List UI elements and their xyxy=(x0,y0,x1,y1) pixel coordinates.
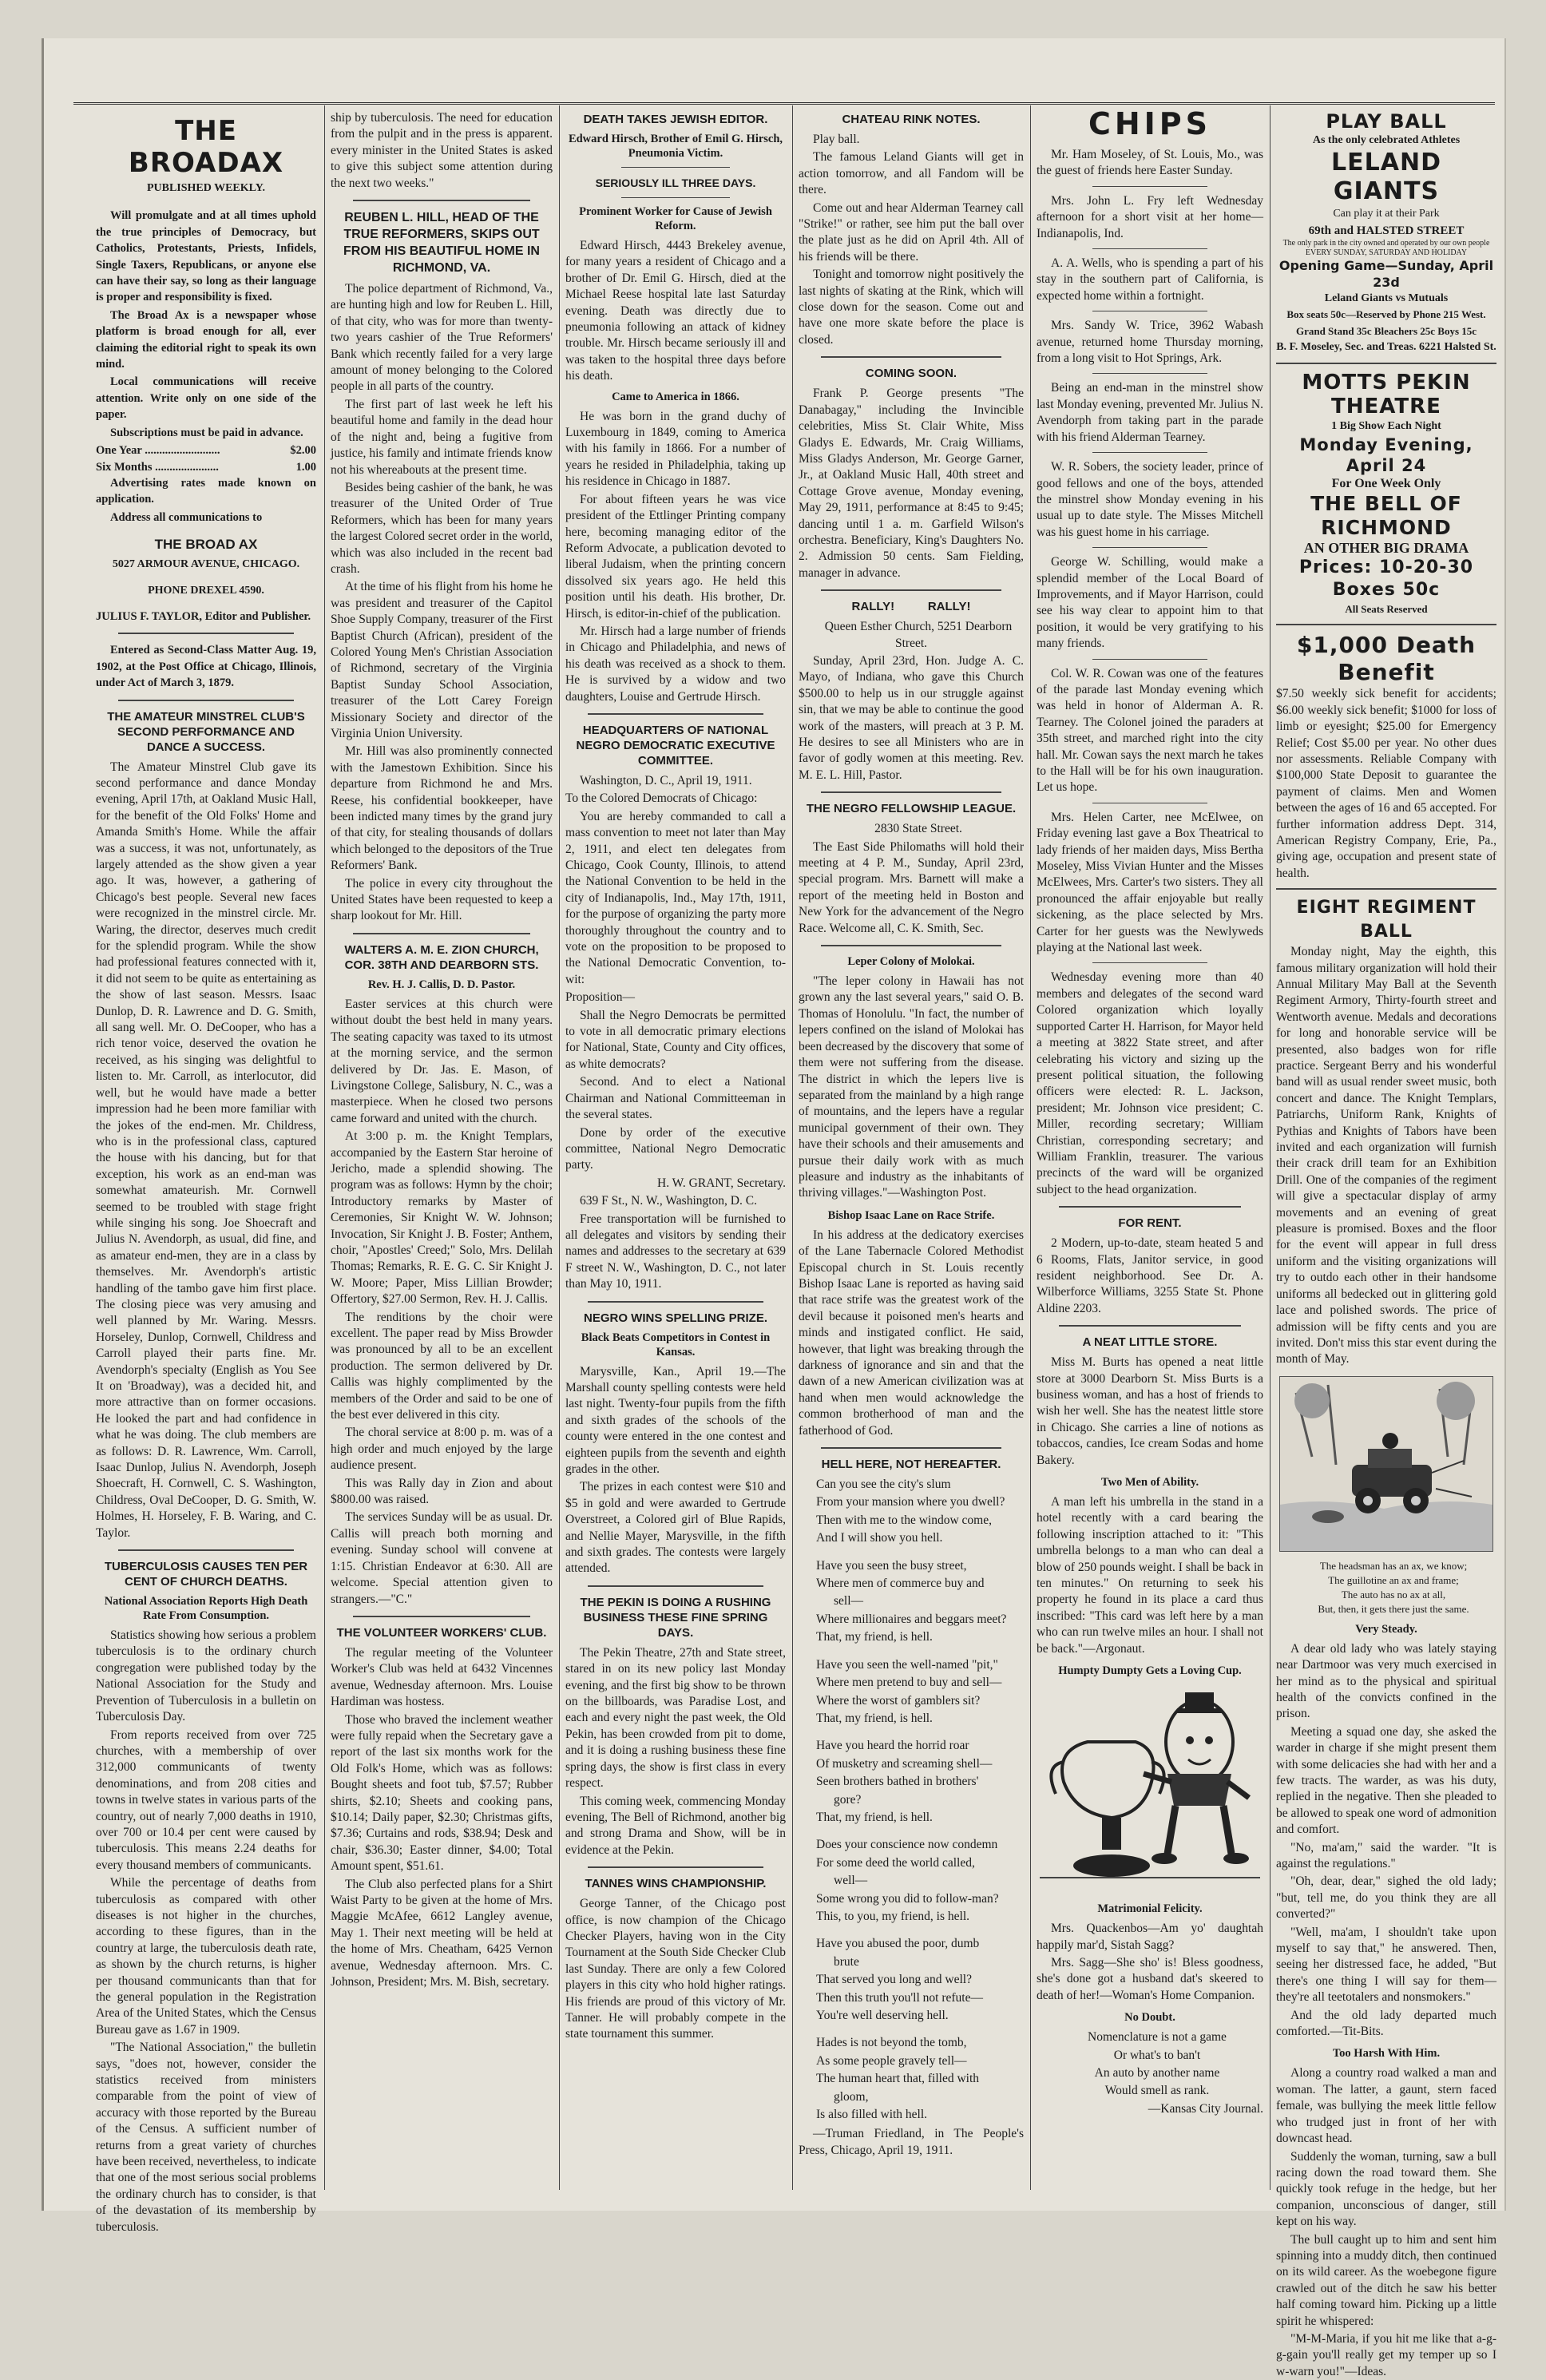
divider xyxy=(353,933,530,934)
article-text: The police department of Richmond, Va., are hunting high and low for Reuben L. Hill, of that city, who was for more than twenty-two years cashier of the True Reformers' Bank which recently failed for a very large amount of money belonging to the Colored people in all parts of the country. xyxy=(331,282,553,394)
article-text: Mrs. Helen Carter, nee McElwee, on Friday evening last gave a Box Theatrical to lady friends of her maiden days, Miss Bertha Moseley, Miss Vivian Hunter and the Misses McElwees, Mrs. Carter's two sisters. They all pronounced the affair enjoyable but really sickening, as the place selected by Mrs. Carter for her guests was the Newlyweds playing at the National last week. xyxy=(1037,810,1263,955)
poem-line: That served you long and well? xyxy=(816,1973,972,1987)
ad-death-benefit: $1,000 Death Benefit xyxy=(1296,632,1477,686)
article-text: Done by order of the executive committee, National Negro Democratic party. xyxy=(565,1125,786,1172)
subheadline: Leper Colony of Molokai. xyxy=(847,955,975,969)
article-text: Those who braved the inclement weather were fully repaid when the Secretary gave a report of the last six months work for the Old Folk's Home, which was as follows: Bought sheets and foot tub, $7.57; Rubber shirts, $2.10; Sheets and cooking pans, $10.14; Daily paper, $2.30; Christmas gifts, $7.36; Curtains and rods, $38.94; Desk and chair, $36.30; Easter dinner, $4.00; Total Amount spent, $51.61. xyxy=(331,1712,553,1874)
verse-line: Or what's to ban't xyxy=(1113,2048,1201,2062)
article-text: ship by tuberculosis. The need for education from the pulpit and in the press is apparent. every minister in the United States is asked to give this subject some attention during the next two weeks." xyxy=(331,111,553,190)
column-rule xyxy=(792,105,793,2190)
article-text: George Tanner, of the Chicago post office, is now champion of the Chicago Checker Players, having won in the City Tournament at the South Side Checker Club last Sunday. There are only a few Colored players in this city who hold higher ratings. His friends are proud of this victory of Mr. Tanner. He will probably compete in the state tournament this summer. xyxy=(565,1897,786,2041)
poem-line: This, to you, my friend, is hell. xyxy=(816,1909,970,1923)
article-text: Queen Esther Church, 5251 Dearborn Street. xyxy=(824,620,1013,650)
article-text: The renditions by the choir were excellent. The paper read by Miss Browder was pronounced by all to be an excellent production. The sermon delivered by Dr. Callis was highly complimented by the members of the Order and said to be one of the best ever delivered in this city. xyxy=(331,1310,553,1422)
price-row: Six Months ...................... 1.00 xyxy=(96,460,316,474)
headline-league: THE NEGRO FELLOWSHIP LEAGUE. xyxy=(806,802,1017,816)
divider xyxy=(588,1585,763,1587)
headline-hirsch: DEATH TAKES JEWISH EDITOR. xyxy=(583,113,768,126)
cartoon-caption: The headsman has an ax, we know; xyxy=(1319,1559,1468,1572)
headline-for-rent: FOR RENT. xyxy=(1118,1216,1182,1231)
article-text: Being an end-man in the minstrel show last Monday evening, prevented Mr. Julius N. Avendorph from taking part in the parade with his friend Alderman Tearney. xyxy=(1037,381,1263,444)
article-text: The choral service at 8:00 p. m. was of a high order and much enjoyed by the large audience present. xyxy=(331,1426,553,1473)
ad-text: Can play it at their Park xyxy=(1333,208,1440,220)
article-text: From reports received from over 725 churches, with a membership of over 312,000 communicants of twenty denominations, and from 208 cities and towns in twelve states in various parts of the country, out of nearly 7,000 deaths in 1910, over 700 or 10.4 per cent were caused by tuberculosis. This means 2.24 deaths for every thousand members of communicants. xyxy=(96,1727,316,1872)
divider xyxy=(118,700,294,701)
cartoon-caption: The auto has no ax at all, xyxy=(1341,1588,1446,1601)
article-text: Mrs. Sagg—She sho' is! Bless goodness, she's done got a husband dat's skeered to death of her!—Woman's Home Companion. xyxy=(1037,1955,1263,2002)
divider xyxy=(1092,547,1207,548)
article-text: The regular meeting of the Volunteer Worker's Club was held at 6432 Vincennes avenue, Wednesday afternoon. Mrs. Louise Hardiman was hostess. xyxy=(331,1645,553,1709)
article-text: "M-M-Maria, if you hit me like that a-g-g-gain you'll really get my temper up so I w-warn you!"—Ideas. xyxy=(1276,2331,1496,2378)
poem-line: That, my friend, is hell. xyxy=(816,1711,933,1725)
poem-line: Does your conscience now condemn xyxy=(816,1838,998,1852)
column-rule xyxy=(559,105,560,2190)
ad-text: For One Week Only xyxy=(1331,477,1441,491)
article-text: You are hereby commanded to call a mass convention to meet not later than May 2, 1911, and elect ten delegates from Chicago, Cook County, Illinois, to attend the National Convention to be held in the city of Indianapolis, Ind., May 17th, 1911, for the purpose of organizing the party more thoroughly throughout the country and to vote on the proposition to be proposed to the National Democratic Convention, to-wit: xyxy=(565,809,786,986)
masthead: THE BROADAX xyxy=(128,115,284,179)
headline-headquarters: HEADQUARTERS OF NATIONAL NEGRO DEMOCRATIC EXECUTIVE COMMITTEE. xyxy=(576,723,775,768)
poem xyxy=(799,1477,1024,2123)
ad-text: Box seats 50c—Reserved by Phone 215 West. xyxy=(1286,308,1486,321)
article-text: A man left his umbrella in the stand in a hotel recently with a card bearing the following inscription attached to it: "This umbrella belongs to a man who can deal a blow of 250 pounds weight. I shall be back in ten minutes." On returning to seek his property he found in its place a card thus inscribed: "This card was left here by a man who can run twelve miles an hour. I shall not be back."—Argonaut. xyxy=(1037,1495,1263,1656)
poem-line: That, my friend, is hell. xyxy=(816,1810,933,1824)
poem-line: brute xyxy=(834,1954,859,1969)
article-text: Meeting a squad one day, she asked the warder in charge if she might present them with some delicacies she had with her and a few tracts. The warder, as was his duty, replied in the negative. Then she pleaded to be allowed to speak one word of admonition and comfort. xyxy=(1276,1724,1496,1837)
article-text: "No, ma'am," said the warder. "It is against the regulations." xyxy=(1276,1840,1496,1870)
article-text: Proposition— xyxy=(565,990,635,1005)
article-text: 2 Modern, up-to-date, steam heated 5 and 6 Rooms, Flats, Janitor service, in good resident neighborhood. See Dr. A. Wilberforce Williams, 3255 State St. Phone Aldine 2203. xyxy=(1037,1236,1263,1315)
editor-line: JULIUS F. TAYLOR, Editor and Publisher. xyxy=(96,609,311,623)
article-text: Statistics showing how serious a problem tuberculosis is to the ordinary church congregation were published today by the National Association for the Study and Prevention of Tuberculosis in a bulletin on Tuberculosis Day. xyxy=(96,1628,316,1724)
ad-text: 69th and HALSTED STREET xyxy=(1308,224,1465,237)
cartoon-caption: The guillotine an ax and frame; xyxy=(1328,1573,1459,1586)
article-text: In his address at the dedicatory exercises of the Lane Tabernacle Colored Methodist Episcopal church in St. Louis recently Bishop Isaac Lane is reported as having said that race strife was the greatest work of the devil because it poisoned men's hearts and minds and instigated conflict. He said, however, that light was breaking through the darkness of ignorance and sin and that the dawn of a new American civilization was at hand when men would acknowledge the common brotherhood of man and the fatherhood of God. xyxy=(799,1228,1024,1438)
article-text: "The leper colony in Hawaii has not grown any the last several years," said O. B. Thomas of Honolulu. "In fact, the number of lepers confined on the island of Molokai has been decreased by the discovery that some of them were not suffering from the disease. The district in which the lepers live is separated from the mainland by a high range of mountains, and the lepers have a regular municipal government of their own. They have their schools and their amusements and pursue their daily work with as much pleasure and industry as the inhabitants of thriving villages."—Washington Post. xyxy=(799,974,1024,1200)
article-text: Second. And to elect a National Chairman and National Committeeman in the several states. xyxy=(565,1075,786,1122)
subheadline: Rev. H. J. Callis, D. D. Pastor. xyxy=(367,978,516,991)
article-text: The Amateur Minstrel Club gave its second performance and dance Monday evening, April 17th, at Oakland Music Hall, for the benefit of the Old Folks' Home and Amanda Smith's Home. While the affair was a success, it was not, unfortunately, as largely attended as the show given a year ago. It was, however, a gathering of Chicago's best people. Several new faces were recognized in the minstrel circle. Mr. Waring, the director, deserves much credit for the splendid program. While the show had professional features connected with it, it did not seem to be quite as entertaining as the show of last season. Messrs. Isaac Dunlop, D. R. Lawrence and D. G. Smith, all sang well. Mr. O. DeCooper, who has a rich tenor voice, deserved the ovation he received, as his singing was delightful to listen to. Mr. Carroll, as interlocutor, did well, but he would have made a better impression had he been more familiar with the jokes of the end-men. Mr. Childress, who is in the professional class, captured the house with his dancing, but for that exception, his work as an end-man was somewhat amateurish. Mr. Cornwell seemed to be troubled with stage fright while singing his song. Joe Shoecraft and Julius N. Avendorph, as usual, did fine, and as amateur end-men, they are in a class by themselves. Mr. Avendorph's artistic handling of the tambo gave him first place. The closing piece was very amusing and well planned by Mr. Waring. Messrs. Horseley, Dunlop, Cornwell, Childress and Carroll played their parts fine. Mr. Avendorph's specialty (English as You See It on 'Broadway), was a decided hit, and more attractive than on former occasions. He looked the part and had confidence in what he was doing. The club members are as follows: D. R. Lawrence, Wm. Carroll, Isaac Dunlop, Julius N. Avendorph, Joseph Shoecraft, H. Cornwell, C. S. Washington, Childress, Oval DeCooper, D. G. Smith, W. Holmes, H. Horseley, F. B. Waring, and C. Taylor. xyxy=(96,760,316,1540)
article-text: Shall the Negro Democrats be permitted to vote in all democratic primary elections for National, State, County and City offices, as white democrats? xyxy=(565,1008,786,1071)
article-text: Easter services at this church were without doubt the best held in many years. The seating capacity was taxed to its utmost at the morning service, and the sermon delivered by Dr. Jas. E. Mason, of Livingstone College, Salisbury, N. C., was a masterpiece. When he closed two persons came forward and united with the church. xyxy=(331,997,553,1125)
article-text: The prizes in each contest were $10 and $5 in gold and were awarded to Gertrude Overstreet, a Colored girl of Blue Rapids, and Nellie Mayer, Marysville, in the fifth and sixth grades. The contests were largely attended. xyxy=(565,1480,786,1576)
article-text: "Oh, dear, dear," sighed the old lady; "but, tell me, do you think they are all converted?" xyxy=(1276,1874,1496,1922)
divider xyxy=(118,1549,294,1551)
article-text: Frank P. George presents "The Danabagay," including the Invincible celebrities, Miss St. Clair White, Miss Gladys E. Edwards, Mr. Craig Williams, Miss Gladys Anderson, Mr. George Garner, Jr., at Oakland Music Hall, 40th street and Cottage Grove avenue, Monday evening, May 29, 1911, performance at 8:45 to 9:45; dancing until 1 a. m. Garfield Wilson's orchestra. Beneficiary, King's Daughters No. 2. Admission 50 cents. Sam Fielding, manager in advance. xyxy=(799,387,1024,580)
article-text: George W. Schilling, would make a splendid member of the Local Board of Improvements, and if Mayor Harrison, could see his way clear to appoint him to that position, it would be very gratifying to his many friends. xyxy=(1037,555,1263,651)
subheadline: Matrimonial Felicity. xyxy=(1097,1902,1203,1916)
headline-walters: WALTERS A. M. E. ZION CHURCH, COR. 38TH AND DEARBORN STS. xyxy=(344,942,539,972)
article-text: 2830 State Street. xyxy=(874,822,962,836)
poem-line: Is also filled with hell. xyxy=(816,2108,928,2122)
article-text: "Well, ma'am, I shouldn't take upon myself to say that," he answered. Then, seeing her distressed face, he added, "But there's one thing I will say for them—they're all teetotalers and nonsmokers." xyxy=(1276,1925,1496,2005)
headline-spelling: NEGRO WINS SPELLING PRIZE. xyxy=(583,1311,768,1325)
ad-motts-pekin: MOTTS PEKIN THEATRE xyxy=(1302,370,1471,418)
article-text: This coming week, commencing Monday evening, The Bell of Richmond, another big and strong Drama and Show, will be in evidence at the Pekin. xyxy=(565,1794,786,1857)
subheadline: SERIOUSLY ILL THREE DAYS. xyxy=(595,177,756,189)
divider xyxy=(588,1866,763,1868)
article-text: 639 F St., N. W., Washington, D. C. xyxy=(580,1194,757,1208)
poem-line: Where millionaires and beggars meet? xyxy=(816,1612,1007,1626)
poem-line: well— xyxy=(834,1874,868,1888)
poem-line: Hades is not beyond the tomb, xyxy=(816,2036,967,2050)
divider xyxy=(1276,888,1496,890)
ad-text: Leland Giants vs Mutuals xyxy=(1324,292,1449,305)
divider xyxy=(1092,452,1207,453)
headline-pekin: THE PEKIN IS DOING A RUSHING BUSINESS THESE FINE SPRING DAYS. xyxy=(580,1595,771,1640)
article-text: Mr. Hill was also prominently connected with the Jamestown Exhibition. Since his departure from Richmond he and Mrs. Reese, his confidential bookkeeper, have been indicted many times by the grand jury of that city, for stealing thousands of dollars which belonged to the depositors of the True Reformers' Bank. xyxy=(331,744,553,873)
divider xyxy=(353,200,530,201)
divider xyxy=(588,1301,763,1303)
ad-leland-giants: LELAND GIANTS xyxy=(1331,149,1441,206)
article-text: Play ball. xyxy=(813,133,860,146)
poem-line: Of musketry and screaming shell— xyxy=(816,1756,993,1771)
humpty-dumpty-illustration xyxy=(1040,1686,1260,1894)
article-text: The bull caught up to him and sent him spinning into a muddy ditch, then continued on its wild career. As the woebegone figure crawled out of the ditch he saw his better half coming toward him. Picking up a little spirit he whispered: xyxy=(1276,2232,1496,2328)
poem-line: Seen brothers bathed in brothers' xyxy=(816,1775,979,1789)
poem-line: Then this truth you'll not refute— xyxy=(816,1990,983,2005)
poem-line: gloom, xyxy=(834,2089,869,2104)
article-text: At 3:00 p. m. the Knight Templars, accompanied by the Eastern Star heroine of Jericho, made a splendid showing. The program was as follows: Hymn by the choir; Introductory remarks by Master of Ceremonies, Sir Knight W. W. Johnson; Invocation, Sir Knight J. B. Foster; Anthem, choir, "Apostles' Creed;" Solo, Mrs. Delilah Thomas; Remarks, R. E. G. C. Sir Knight J. W. Moore; Paper, Miss Lillian Browder; Offertory, $27.00 Sermon, Rev. H. J. Callis. xyxy=(331,1129,553,1307)
article-text: Mrs. Quackenbos—Am yo' daughtah happily mar'd, Sistah Sagg? xyxy=(1037,1922,1263,1952)
divider xyxy=(1276,363,1496,364)
subheadline: Black Beats Competitors in Contest in Kansas. xyxy=(581,1331,771,1359)
poem-line: Some wrong you did to follow-man? xyxy=(816,1891,999,1906)
advertising-note: Advertising rates made known on application. xyxy=(96,476,316,506)
policy-text: Local communications will receive attention. Write only on one side of the paper. xyxy=(96,375,316,422)
poem-line: gore? xyxy=(834,1792,862,1807)
poem-line: Then with me to the window come, xyxy=(816,1513,992,1527)
headline-hell: HELL HERE, NOT HEREAFTER. xyxy=(821,1458,1001,1472)
poem-line: From your mansion where you dwell? xyxy=(816,1495,1005,1509)
headline-coming-soon: COMING SOON. xyxy=(865,367,957,381)
article-text: The famous Leland Giants will get in action tomorrow, and all Fandom will be there. xyxy=(799,150,1024,197)
column-1 xyxy=(96,110,316,2234)
column-4 xyxy=(799,110,1024,2187)
poem-line: Where men of commerce buy and xyxy=(816,1577,985,1591)
poem-line: That, my friend, is hell. xyxy=(816,1630,933,1644)
headline-chips: CHIPS xyxy=(1088,106,1212,141)
ad-bell-of-richmond: THE BELL OF RICHMOND xyxy=(1310,492,1462,540)
poem-line xyxy=(799,1648,1024,1656)
entered-note: Entered as Second-Class Matter Aug. 19, 1902, at the Post Office at Chicago, Illinois, under Act of March 3, 1879. xyxy=(96,644,316,690)
subheadline: Too Harsh With Him. xyxy=(1332,2047,1441,2061)
poem-line: And I will show you hell. xyxy=(816,1531,943,1545)
subheadline: Edward Hirsch, Brother of Emil G. Hirsch, Pneumonia Victim. xyxy=(568,133,783,160)
article-text: Washington, D. C., April 19, 1911. xyxy=(580,773,752,787)
article-text: While the percentage of deaths from tuberculosis as compared with other diseases is not higher in the churches, according to these figures, than in the country at large, the tuberculosis death rate, as shown by the church returns, is higher per thousand communicants than that for the general population in the Registration Area of the United States, which the Census Bureau gave as 1.67 in 1909. xyxy=(96,1876,316,2037)
subheadline: Very Steady. xyxy=(1355,1622,1417,1636)
subheadline: Two Men of Ability. xyxy=(1100,1476,1199,1489)
poem-line: For some deed the world called, xyxy=(816,1855,975,1870)
article-text: A dear old lady who was lately staying near Dartmoor was very much exercised in her mind as to the physical and spiritual health of the convicts confined in the prison. xyxy=(1276,1641,1496,1721)
article-text: Monday night, May the eighth, this famous military organization will hold their Annual Military May Ball at the Seventh Regiment Armory, Thirty-fourth street and Wentworth avenue. Medals and decorations for long and honorable service will be presented, also badges won for rifle practice. Sergeant Berry and his wonderful band will as usual render sweet music, both concert and dance. The Knight Templars, Patriarchs, Uniform Rank, Knights of Pythias and Knights of Tabors have been invited and each organization will furnish their crack drill team for an Exhibition Drill. One of the companies of the regiment will give a spectacular display of army movements and an evening of great pleasure is promised. Boxes and the floor for the event will appear in full dress uniform and the visiting organizations will try to outdo each other in their handsome uniforms all bedecked out in glittering gold lace and polished swords. The price of admission will be fifty cents and you are invited. Don't miss this star event during the month of May. xyxy=(1276,945,1496,1367)
headline-minstrel: THE AMATEUR MINSTREL CLUB'S SECOND PERFORMANCE AND DANCE A SUCCESS. xyxy=(107,709,305,754)
poem-line: sell— xyxy=(834,1594,864,1608)
subheadline: National Association Reports High Death Rate From Consumption. xyxy=(104,1595,308,1623)
divider xyxy=(621,197,730,198)
ad-text: AN OTHER BIG DRAMA xyxy=(1303,540,1469,557)
article-text: And the old lady departed much comforted.—Tit-Bits. xyxy=(1276,2008,1496,2039)
article-text: At the time of his flight from his home he was president and treasurer of the Capitol Shoe Supply Company, treasurer of the First Baptist Church (African), president of the Colored Young Men's Christian Association of Richmond, secretary of the Virginia Baptist Sunday School Association, treasurer of the Lott Carey Foreign Missionary Society and director of the Virginia Union University. xyxy=(331,580,553,740)
article-text: Edward Hirsch, 4443 Brekeley avenue, for many years a resident of Chicago and a brother of Dr. Emil G. Hirsch, died at the Michael Reese hospital late last Saturday evening. Death was directly due to pneumonia following an attack of kidney trouble. Mr. Hirsch became seriously ill and was taken to the hospital three days before his death. xyxy=(565,239,786,383)
divider xyxy=(821,791,1001,793)
article-text: Along a country road walked a man and woman. The latter, a gaunt, stern faced female, was bullying the meek little fellow who trudged just in front of her with downcast head. xyxy=(1276,2066,1496,2146)
article-text: Mr. Ham Moseley, of St. Louis, Mo., was the guest of friends here Easter Sunday. xyxy=(1037,148,1263,178)
article-text: This was Rally day in Zion and about $800.00 was raised. xyxy=(331,1476,553,1507)
divider xyxy=(821,945,1001,946)
column-5 xyxy=(1037,106,1263,2187)
article-text: Suddenly the woman, turning, saw a bull racing down the road toward them. She quickly took refuge in the hedge, but her companion, unconscious of danger, still kept on his way. xyxy=(1276,2149,1496,2229)
article-text: Sunday, April 23rd, Hon. Judge A. C. Mayo, of Indiana, who gave this Church $500.00 to help us in our struggle against sin, that we may be able to continue the good work of the masters, will preach at 3 P. M. He desires to see all Ministers who are in favor of godly women at this meeting. Rev. M. E. L. Hill, Pastor. xyxy=(799,653,1024,782)
headline-hill: REUBEN L. HILL, HEAD OF THE TRUE REFORMERS, SKIPS OUT FROM HIS BEAUTIFUL HOME IN RICHMOND, VA. xyxy=(343,211,540,276)
poem-line: Have you seen the well-named "pit," xyxy=(816,1657,998,1672)
article-text: Mrs. John L. Fry left Wednesday afternoon for a short visit at her home—Indianapolis, Ind. xyxy=(1037,193,1263,240)
ad-prices: Prices: 10-20-30 Boxes 50c xyxy=(1298,557,1474,600)
column-2 xyxy=(331,110,553,2187)
published-weekly: PUBLISHED WEEKLY. xyxy=(146,182,266,194)
verse-credit: —Kansas City Journal. xyxy=(1148,2101,1263,2116)
article-text: The East Side Philomaths will hold their meeting at 4 P. M., Sunday, April 23rd, special program. Mrs. Barnett will make a report of the meeting held in Boston and New York for the advancement of the Negro Race. Welcome all, C. K. Smith, Sec. xyxy=(799,839,1024,935)
subheadline: Humpty Dumpty Gets a Loving Cup. xyxy=(1058,1664,1242,1678)
divider xyxy=(1092,373,1207,374)
column-rule xyxy=(1030,105,1031,2190)
article-text: Mr. Hirsch had a large number of friends in Chicago and Philadelphia, and news of his death was received as a shock to them. He is survived by a widow and two daughters, Louise and Gertrude Hirsch. xyxy=(565,624,786,704)
top-border-rule xyxy=(73,102,1495,105)
article-text: W. R. Sobers, the society leader, prince of good fellows and one of the boys, attended the minstrel show Monday evening in his usual up to date style. The Misses Mitchell was his guest home in his carriage. xyxy=(1037,460,1263,539)
subheadline: Came to America in 1866. xyxy=(612,390,739,403)
signature: H. W. GRANT, Secretary. xyxy=(657,1176,786,1190)
article-text: For about fifteen years he was vice president of the Ettlinger Printing company here, becoming managing editor of the Reform Advocate, a publication devoted to liberal Judaism, when the printing concern dissolved six years ago. He held this position until his death. His brother, Dr. Hirsch, is editor-in-chief of the publication. xyxy=(565,492,786,621)
article-text: Marysville, Kan., April 19.—The Marshall county spelling contests were held last night. Twenty-four pupils from the fifth and sixth grades of the schools of the county were entered in the one contest and eighteen pupils from the seventh and eighth grades in the other. xyxy=(565,1364,786,1476)
divider xyxy=(1059,1325,1241,1327)
verse xyxy=(1037,2029,1263,2100)
poem-line: The human heart that, filled with xyxy=(816,2072,980,2086)
column-3 xyxy=(565,110,786,2187)
poem-line: You're well deserving hell. xyxy=(816,2009,949,2022)
poem-line: Have you heard the horrid roar xyxy=(816,1739,969,1753)
ad-text: Monday Evening, April 24 xyxy=(1299,435,1473,476)
headline-eight-regiment: EIGHT REGIMENT BALL xyxy=(1296,898,1477,942)
poem-line xyxy=(799,2025,1024,2033)
divider xyxy=(1092,659,1207,660)
ad-text: Grand Stand 35c Bleachers 25c Boys 15c xyxy=(1295,324,1477,337)
headline-store: A NEAT LITTLE STORE. xyxy=(1082,1335,1218,1350)
article-text: Mrs. Sandy W. Trice, 3962 Wabash avenue, returned home Thursday morning, from a long visit to Hot Springs, Ark. xyxy=(1037,319,1263,366)
article-text: Free transportation will be furnished to all delegates and visitors by sending their names and addresses to the secretary at 639 F street N. W., Washington, D. C., not later than May 10, 1911. xyxy=(565,1212,786,1291)
poem-line xyxy=(799,1926,1024,1934)
divider xyxy=(353,1616,530,1617)
headline-tannes: TANNES WINS CHAMPIONSHIP. xyxy=(585,1877,767,1891)
poem-line: Can you see the city's slum xyxy=(816,1478,951,1492)
article-text: Wednesday evening more than 40 members and delegates of the second ward Colored organization which loyally supported Carter H. Harrison, for Mayor held a meeting at 3822 State street, and after celebrating his victory and sizing up the present political situation, the following officers were elected: R. L. Jackson, president; Mr. Johnson vice president; C. Miller, recording secretary; William Christian, corresponding secretary; and William Franklin, treasurer. The various precincts of the ward will be organized subject to the head organization. xyxy=(1037,970,1263,1196)
divider xyxy=(621,167,730,168)
ad-text: All Seats Reserved xyxy=(1345,602,1428,615)
price-row: One Year .......................... $2.00 xyxy=(96,444,316,458)
poem-line: Where men pretend to buy and sell— xyxy=(816,1676,1002,1690)
divider xyxy=(588,713,763,715)
headline-volunteer: THE VOLUNTEER WORKERS' CLUB. xyxy=(336,1625,547,1640)
divider xyxy=(1059,1206,1241,1208)
divider xyxy=(1092,962,1207,963)
subheadline: Prominent Worker for Cause of Jewish Reform. xyxy=(579,205,772,232)
article-text: Miss M. Burts has opened a neat little store at 3000 Dearborn St. Miss Burts is a business woman, and has a host of friends to wish her well. She has the neatest little store in Chicago. She carries a line of notions as tobaccos, candies, Ice cream Sodas and home Bakery. xyxy=(1037,1355,1263,1467)
address-note: Address all communications to xyxy=(110,510,263,524)
poem-credit: —Truman Friedland, in The People's Press, Chicago, April 19, 1911. xyxy=(799,2127,1024,2157)
article-text: To the Colored Democrats of Chicago: xyxy=(565,791,758,806)
ad-play-ball: PLAY BALL xyxy=(1326,110,1447,133)
article-text: The police in every city throughout the United States have been requested to keep a sharp lookout for Mr. Hill. xyxy=(331,876,553,923)
poem-line: Where the worst of gamblers sit? xyxy=(816,1693,981,1708)
ad-text: As the only celebrated Athletes xyxy=(1312,134,1461,146)
verse-line: Would smell as rank. xyxy=(1104,2084,1210,2098)
headline-rink: CHATEAU RINK NOTES. xyxy=(842,113,981,126)
poem-line xyxy=(799,1728,1024,1736)
article-text: The first part of last week he left his beautiful home and family in the dead hour of the night and, being a fugitive from justice, his family and intimate friends know not his whereabouts at the present time. xyxy=(331,397,553,477)
divider xyxy=(1276,624,1496,625)
article-text: "The National Association," the bulletin says, "does not, however, consider the statistics received from ministers comparable from the point of view of accuracy with those reported by the Bureau of the Census. A sufficient number of returns from a great variety of churches have been received, nevertheless, to indicate that one of the most serious social problems the ordinary church has to consider, is that of the devastation of its membership by tuberculosis. xyxy=(96,2041,316,2234)
article-text: Besides being cashier of the bank, he was treasurer of the United Order of True Reformers, which has been for many years the largest Colored secret order in the world, which was also included in the recent bad crash. xyxy=(331,480,553,576)
article-text: The Club also perfected plans for a Shirt Waist Party to be given at the home of Mrs. Maggie McAfee, 6612 Langley avenue, May 1. Their next meeting will be held at the home of Mrs. Cheatham, 6425 Vernon avenue, Wednesday afternoon. Mrs. C. Johnson, President; Mrs. M. Bish, secretary. xyxy=(331,1877,553,1989)
divider xyxy=(1092,248,1207,249)
subscriptions-note: Subscriptions must be paid in advance. xyxy=(110,426,303,439)
divider xyxy=(821,356,1001,358)
article-text: A. A. Wells, who is spending a part of his stay in the southern part of California, is expected home within a fortnight. xyxy=(1037,256,1263,303)
article-text: The services Sunday will be as usual. Dr. Callis will preach both morning and evening. Sunday school will convene at 1:15. Christian Endeavor at 6:30. All are welcome. Special attention given to strangers.—"C." xyxy=(331,1510,553,1606)
subheadline: No Doubt. xyxy=(1124,2011,1175,2025)
poem-line xyxy=(799,1549,1024,1557)
ad-text: Opening Game—Sunday, April 23d xyxy=(1278,258,1494,290)
poem-line: Have you seen the busy street, xyxy=(816,1558,967,1573)
ad-text: B. F. Moseley, Sec. and Treas. 6221 Halsted St. xyxy=(1276,341,1496,354)
auto-cartoon-illustration xyxy=(1279,1376,1493,1552)
divider xyxy=(821,1447,1001,1449)
article-text: He was born in the grand duchy of Luxembourg in 1849, coming to America with his family in 1866. For a number of years he resided in Philadelphia, taking up his residence in Chicago in 1887. xyxy=(565,409,786,489)
column-6 xyxy=(1276,110,1496,2378)
divider xyxy=(1092,186,1207,187)
poem-line xyxy=(799,1827,1024,1835)
ad-text: The only park in the city owned and operated by our own people EVERY SUNDAY, SATURDAY AND HOLIDAY xyxy=(1282,239,1490,258)
column-rule xyxy=(324,105,325,2190)
paper-phone: PHONE DREXEL 4590. xyxy=(148,584,264,597)
article-text: Tonight and tomorrow night positively the last nights of skating at the Rink, which will close down for the season. Come out and have one more skate before the place is closed. xyxy=(799,268,1024,347)
poem-line: Have you abused the poor, dumb xyxy=(816,1937,980,1951)
article-text: Come out and hear Alderman Tearney call "Strike!" or rather, see him put the ball over the plate just as he did on April 4th. All of his friends will be there. xyxy=(799,200,1024,264)
verse-line: An auto by another name xyxy=(1094,2065,1220,2080)
policy-text: Will promulgate and at all times uphold the true principles of Democracy, but Catholics, Protestants, Priests, Infidels, Single Taxers, Republicans, or anyone else can have their say, so long as their language is proper and responsibility is fixed. xyxy=(96,209,316,304)
poem-line: As some people gravely tell— xyxy=(816,2053,967,2068)
divider xyxy=(821,589,1001,591)
verse-line: Nomenclature is not a game xyxy=(1088,2030,1227,2045)
headline-rally: RALLY! RALLY! xyxy=(851,600,971,614)
ad-text: $7.50 weekly sick benefit for accidents; $6.00 weekly sick benefit; $1000 for loss of limb or eyesight; $25.00 for Emergency Relief; Cost $5.00 per year. No other dues nor assessments. Reliable Company with $100,000 State Deposit to guarantee the payment of claims. Men and Women between the ages of 16 and 65 accepted. For further information address Dept. 314, American Registry Company, Erie, Pa., giving age, occupation and present state of health. xyxy=(1276,687,1496,880)
paper-address: 5027 ARMOUR AVENUE, CHICAGO. xyxy=(112,558,300,571)
article-text: The Pekin Theatre, 27th and State street, stared in on its new policy last Monday evening, and the first big show to be thrown on the billboards, was Paradise Lost, and each and every night the past week, the Old Pekin, has been crowded from pit to dome, and it is doing a rushing business these fine spring days, the show is first class in every respect. xyxy=(565,1645,786,1791)
subheadline: Bishop Isaac Lane on Race Strife. xyxy=(827,1208,995,1222)
ad-text: 1 Big Show Each Night xyxy=(1331,419,1441,432)
policy-text: The Broad Ax is a newspaper whose platform is broad enough for all, ever claiming the editorial right to speak its own mind. xyxy=(96,308,316,371)
cartoon-caption: But, then, it gets there just the same. xyxy=(1318,1602,1469,1615)
divider xyxy=(118,633,294,634)
article-text: Col. W. R. Cowan was one of the features of the parade last Monday evening which was held in honor of Alderman A. R. Tearney. The Colonel joined the paraders at 35th street, and marched right into the city hall. Mr. Cowan says the next march he takes to the Hall will be for his own inauguration. Let us hope. xyxy=(1037,666,1263,795)
paper-name: THE BROAD AX xyxy=(154,537,258,553)
headline-tuberculosis: TUBERCULOSIS CAUSES TEN PER CENT OF CHURCH DEATHS. xyxy=(104,1560,308,1589)
